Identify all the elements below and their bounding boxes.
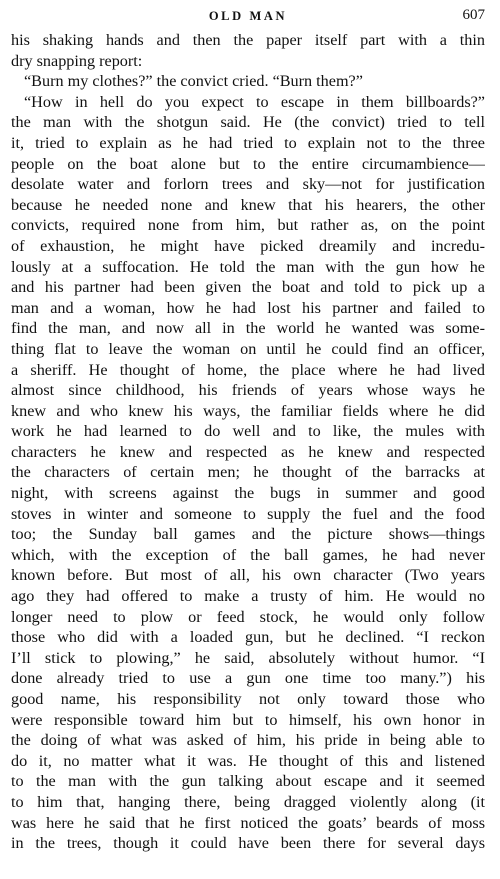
text-line: people on the boat alone but to the entire circumambience— [11, 154, 485, 173]
running-head [11, 0, 485, 30]
text-line: because he needed none and knew that his hearers, the other [11, 195, 485, 214]
text-line: in the trees, though it could have been there for several days [11, 834, 485, 853]
text-line: those who did with a loaded gun, but he declined. “I reckon [11, 628, 485, 647]
text-line: his shaking hands and then the paper itself part with a thin [11, 31, 485, 49]
text-line: man and a woman, how he had lost his partner and failed to [11, 298, 485, 317]
text-line: a sheriff. He thought of home, the place where he had lived [11, 360, 485, 379]
text-line: which, with the exception of the ball games, he had never [11, 545, 485, 564]
book-page [11, 0, 485, 879]
text-line: night, with screens against the bugs in summer and good [11, 484, 485, 503]
text-line: desolate water and forlorn trees and sky—not for justification [11, 175, 485, 194]
text-line: done already tried to use a gun one time too many.”) his [11, 669, 485, 688]
text-line: stoves in winter and someone to supply the fuel and the food [11, 504, 485, 523]
text-line: the doing of what was asked of him, his pride in being able to [11, 731, 485, 750]
text-line: “How in hell do you expect to escape in them billboards?” [24, 92, 485, 111]
text-line: was here he said that he first noticed the goats’ beards of moss [11, 813, 485, 832]
page-number: 607 [462, 7, 485, 23]
text-line: were responsible toward him but to himself, his own honor in [11, 710, 485, 729]
text-line: dry snapping report: [11, 51, 143, 70]
text-line: longer need to plow or feed stock, he would only follow [11, 607, 485, 626]
text-line: good name, his responsibility not only toward those who [11, 690, 485, 708]
text-line: lously at a suffocation. He told the man with the gun how he [11, 257, 485, 276]
text-line: I’ll stick to plowing,” he said, absolutely without humor. “I [11, 648, 485, 667]
text-line: and his partner had been given the boat and told to pick up a [11, 278, 485, 297]
text-line: convicts, required none from him, but rather as, on the point [11, 216, 485, 235]
text-line: find the man, and now all in the world he wanted was some- [11, 319, 485, 338]
text-line: work he had learned to do well and to like, the mules with [11, 422, 485, 441]
text-line: ago they had offered to make a trusty of him. He would no [11, 587, 485, 606]
text-line: thing flat to leave the woman on until he could find an officer, [11, 339, 485, 358]
text-line: to the man with the gun talking about escape and it seemed [11, 772, 485, 791]
text-line: known before. But most of all, his own character (Two years [11, 566, 485, 585]
text-line: to him that, hanging there, being dragged violently along (it [11, 792, 485, 811]
text-line: almost since childhood, his friends of years whose ways he [11, 381, 485, 400]
text-line: knew and who knew his ways, the familiar fields where he did [11, 401, 485, 420]
text-line: too; the Sunday ball games and the picture shows—things [11, 525, 485, 544]
running-title: OLD MAN [208, 9, 288, 23]
text-line: characters he knew and respected as he knew and respected [11, 442, 485, 461]
text-line: do it, no matter what it was. He thought of this and listened [11, 751, 485, 770]
text-line: it, tried to explain as he had tried to explain not to the three [11, 133, 485, 152]
text-line: the characters of certain men; he thought of the barracks at [11, 463, 485, 482]
text-line: “Burn my clothes?” the convict cried. “Burn them?” [24, 72, 363, 91]
body-text [11, 30, 485, 854]
text-line: the man with the shotgun said. He (the convict) tried to tell [11, 113, 485, 132]
text-line: of exhaustion, he might have picked dreamily and incredu- [11, 236, 485, 255]
